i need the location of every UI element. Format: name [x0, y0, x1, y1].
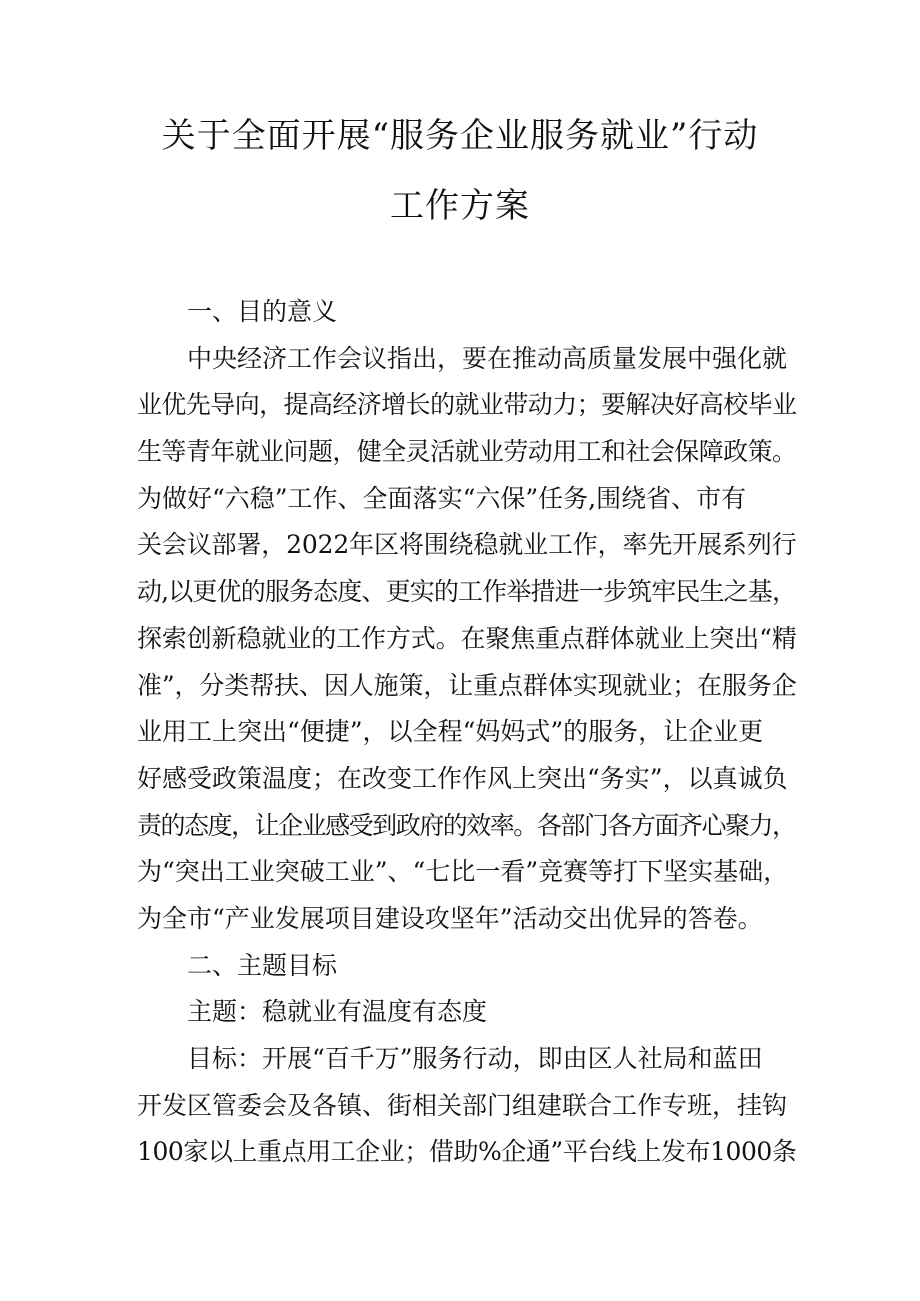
document-body: [137, 289, 797, 1176]
paragraph-line: 目标：开展“百千万”服务行动，即由区人社局和蓝田: [187, 1044, 763, 1073]
document-title-line-2: 工作方案: [390, 186, 530, 226]
paragraph-line: 为全市“产业发展项目建设攻坚年”活动交出优异的答卷。: [137, 903, 763, 933]
paragraph-line: 开发区管委会及各镇、街相关部门组建联合工作专班，挂钩: [137, 1090, 788, 1120]
paragraph-line: 为“突出工业突破工业”、“七比一看”竞赛等打下坚实基础，: [137, 857, 789, 887]
paragraph-line: 中央经济工作会议指出，要在推动高质量发展中强化就: [187, 343, 788, 373]
paragraph-line: 好感受政策温度；在改变工作作风上突出“务实”，以真诚负: [137, 763, 788, 793]
section-heading-goals: 二、主题目标: [187, 950, 338, 980]
paragraph-line: 准”，分类帮扶、因人施策，让重点群体实现就业；在服务企: [137, 670, 797, 700]
paragraph-line: 关会议部署，2022年区将围绕稳就业工作，率先开展系列行: [137, 530, 797, 560]
paragraph-line: 业优先导向，提高经济增长的就业带动力；要解决好高校毕业: [137, 390, 797, 420]
paragraph-line: 100家以上重点用工企业；借助%企通”平台线上发布1000条: [137, 1137, 797, 1167]
paragraph-line: 生等青年就业问题，健全灵活就业劳动用工和社会保障政策。: [137, 437, 797, 467]
theme-line: 主题：稳就业有温度有态度: [187, 997, 488, 1027]
paragraph-line: 探索创新稳就业的工作方式。在聚焦重点群体就业上突出“精: [137, 623, 797, 653]
paragraph-line: 责的态度，让企业感受到政府的效率。各部门各方面齐心聚力，: [137, 810, 796, 840]
paragraph-line: 动,以更优的服务态度、更实的工作举措进一步筑牢民生之基，: [137, 577, 797, 607]
paragraph-line: 业用工上突出“便捷”，以全程“妈妈式”的服务，让企业更: [137, 717, 764, 747]
paragraph-line: 为做好“六稳”工作、全面落实“六保”任务,围绕省、市有: [137, 483, 747, 513]
document-title-line-1: 关于全面开展“服务企业服务就业”行动: [161, 116, 759, 156]
section-heading-purpose: 一、目的意义: [187, 297, 338, 326]
